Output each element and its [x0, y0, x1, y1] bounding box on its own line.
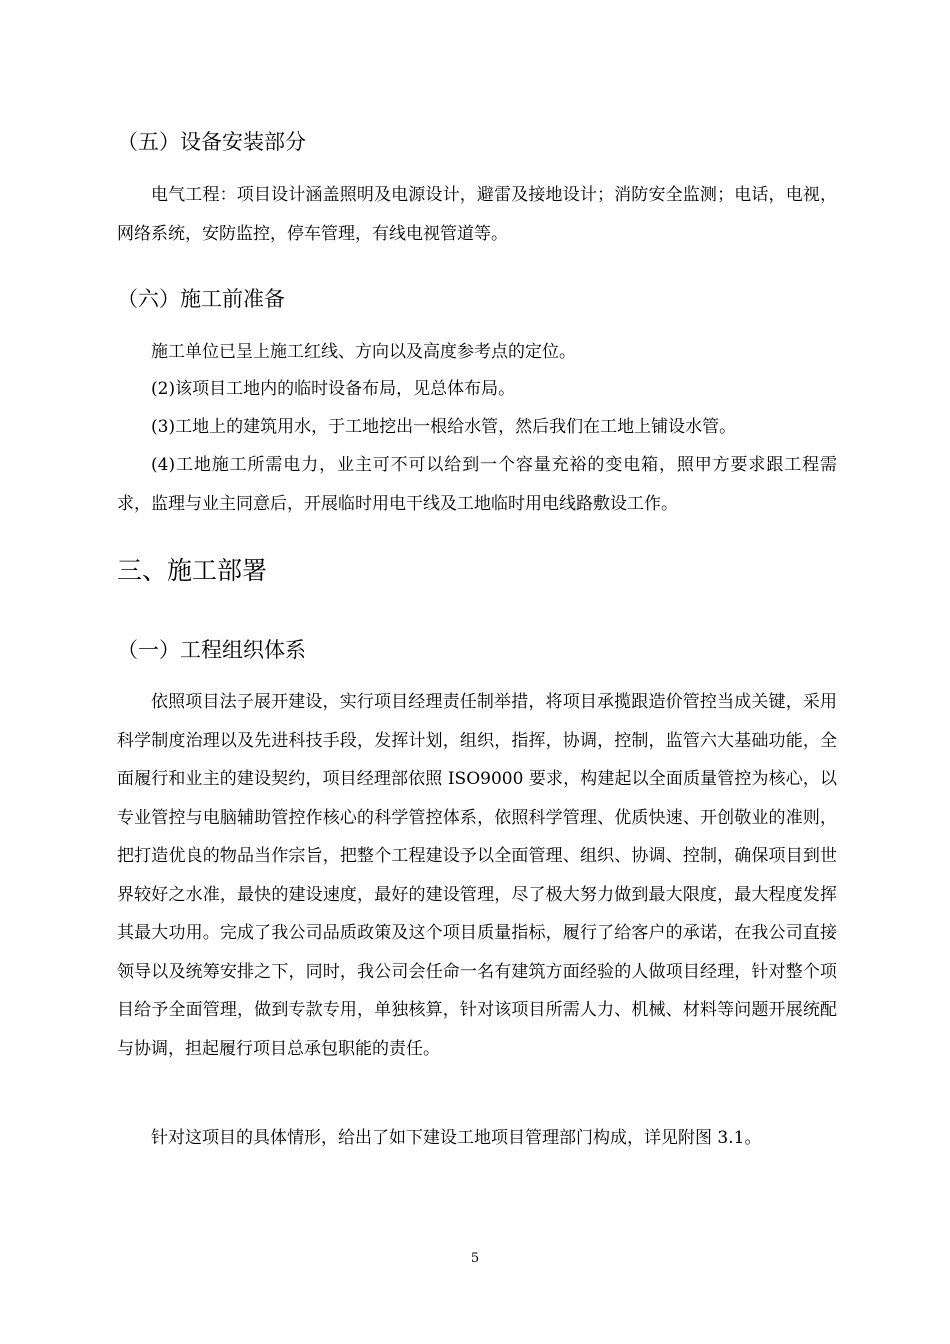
section-6-item-4: (4)工地施工所需电力，业主可不可以给到一个容量充裕的变电箱，照甲方要求跟工程需求，监理与业主同意后，开展临时用电干线及工地临时用电线路敷设工作。: [117, 455, 837, 514]
section-6-item-3: (3)工地上的建筑用水，于工地挖出一根给水管，然后我们在工地上铺设水管。: [151, 417, 737, 437]
section-6-heading: （六）施工前准备: [117, 287, 285, 311]
section-5-paragraph: 电气工程：项目设计涵盖照明及电源设计，避雷及接地设计；消防安全监测；电话，电视，网络系统，安防监控，停车管理，有线电视管道等。: [117, 185, 837, 244]
page-number: 5: [470, 1251, 480, 1266]
section-1-paragraph-1: 依照项目法子展开建设，实行项目经理责任制举措，将项目承揽跟造价管控当成关键，采用科学制度治理以及先进科技手段，发挥计划，组织，指挥，协调，控制，监管六大基础功能，全面履行和业主的建设契约，项目经理部依照 ISO9000 要求，构建起以全面质量管控为核心，以专业管控与电脑辅助管控作核心的科学管控体系，依照科学管理、优质快速、开创敬业的准则，把打造优良的物品当作宗旨，把整个工程建设予以全面管理、组织、协调、控制，确保项目到世界较好之水准，最快的建设速度，最好的建设管理，尽了极大努力做到最大限度，最大程度发挥其最大功用。完成了我公司品质政策及这个项目质量指标，履行了给客户的承诺，在我公司直接领导以及统筹安排之下，同时，我公司会任命一名有建筑方面经验的人做项目经理，针对整个项目给予全面管理，做到专款专用，单独核算，针对该项目所需人力、机械、材料等问题开展统配与协调，担起履行项目总承包职能的责任。: [117, 692, 837, 1059]
section-6-item-2: (2)该项目工地内的临时设备布局，见总体布局。: [151, 379, 516, 399]
chapter-3-heading: 三、施工部署: [117, 556, 268, 585]
section-5-heading: （五）设备安装部分: [117, 130, 306, 154]
section-1-heading: （一）工程组织体系: [117, 638, 306, 662]
section-1-paragraph-2: 针对这项目的具体情形，给出了如下建设工地项目管理部门构成，详见附图 3.1。: [151, 1128, 762, 1148]
section-6-item-1: 施工单位已呈上施工红线、方向以及高度参考点的定位。: [151, 342, 576, 362]
